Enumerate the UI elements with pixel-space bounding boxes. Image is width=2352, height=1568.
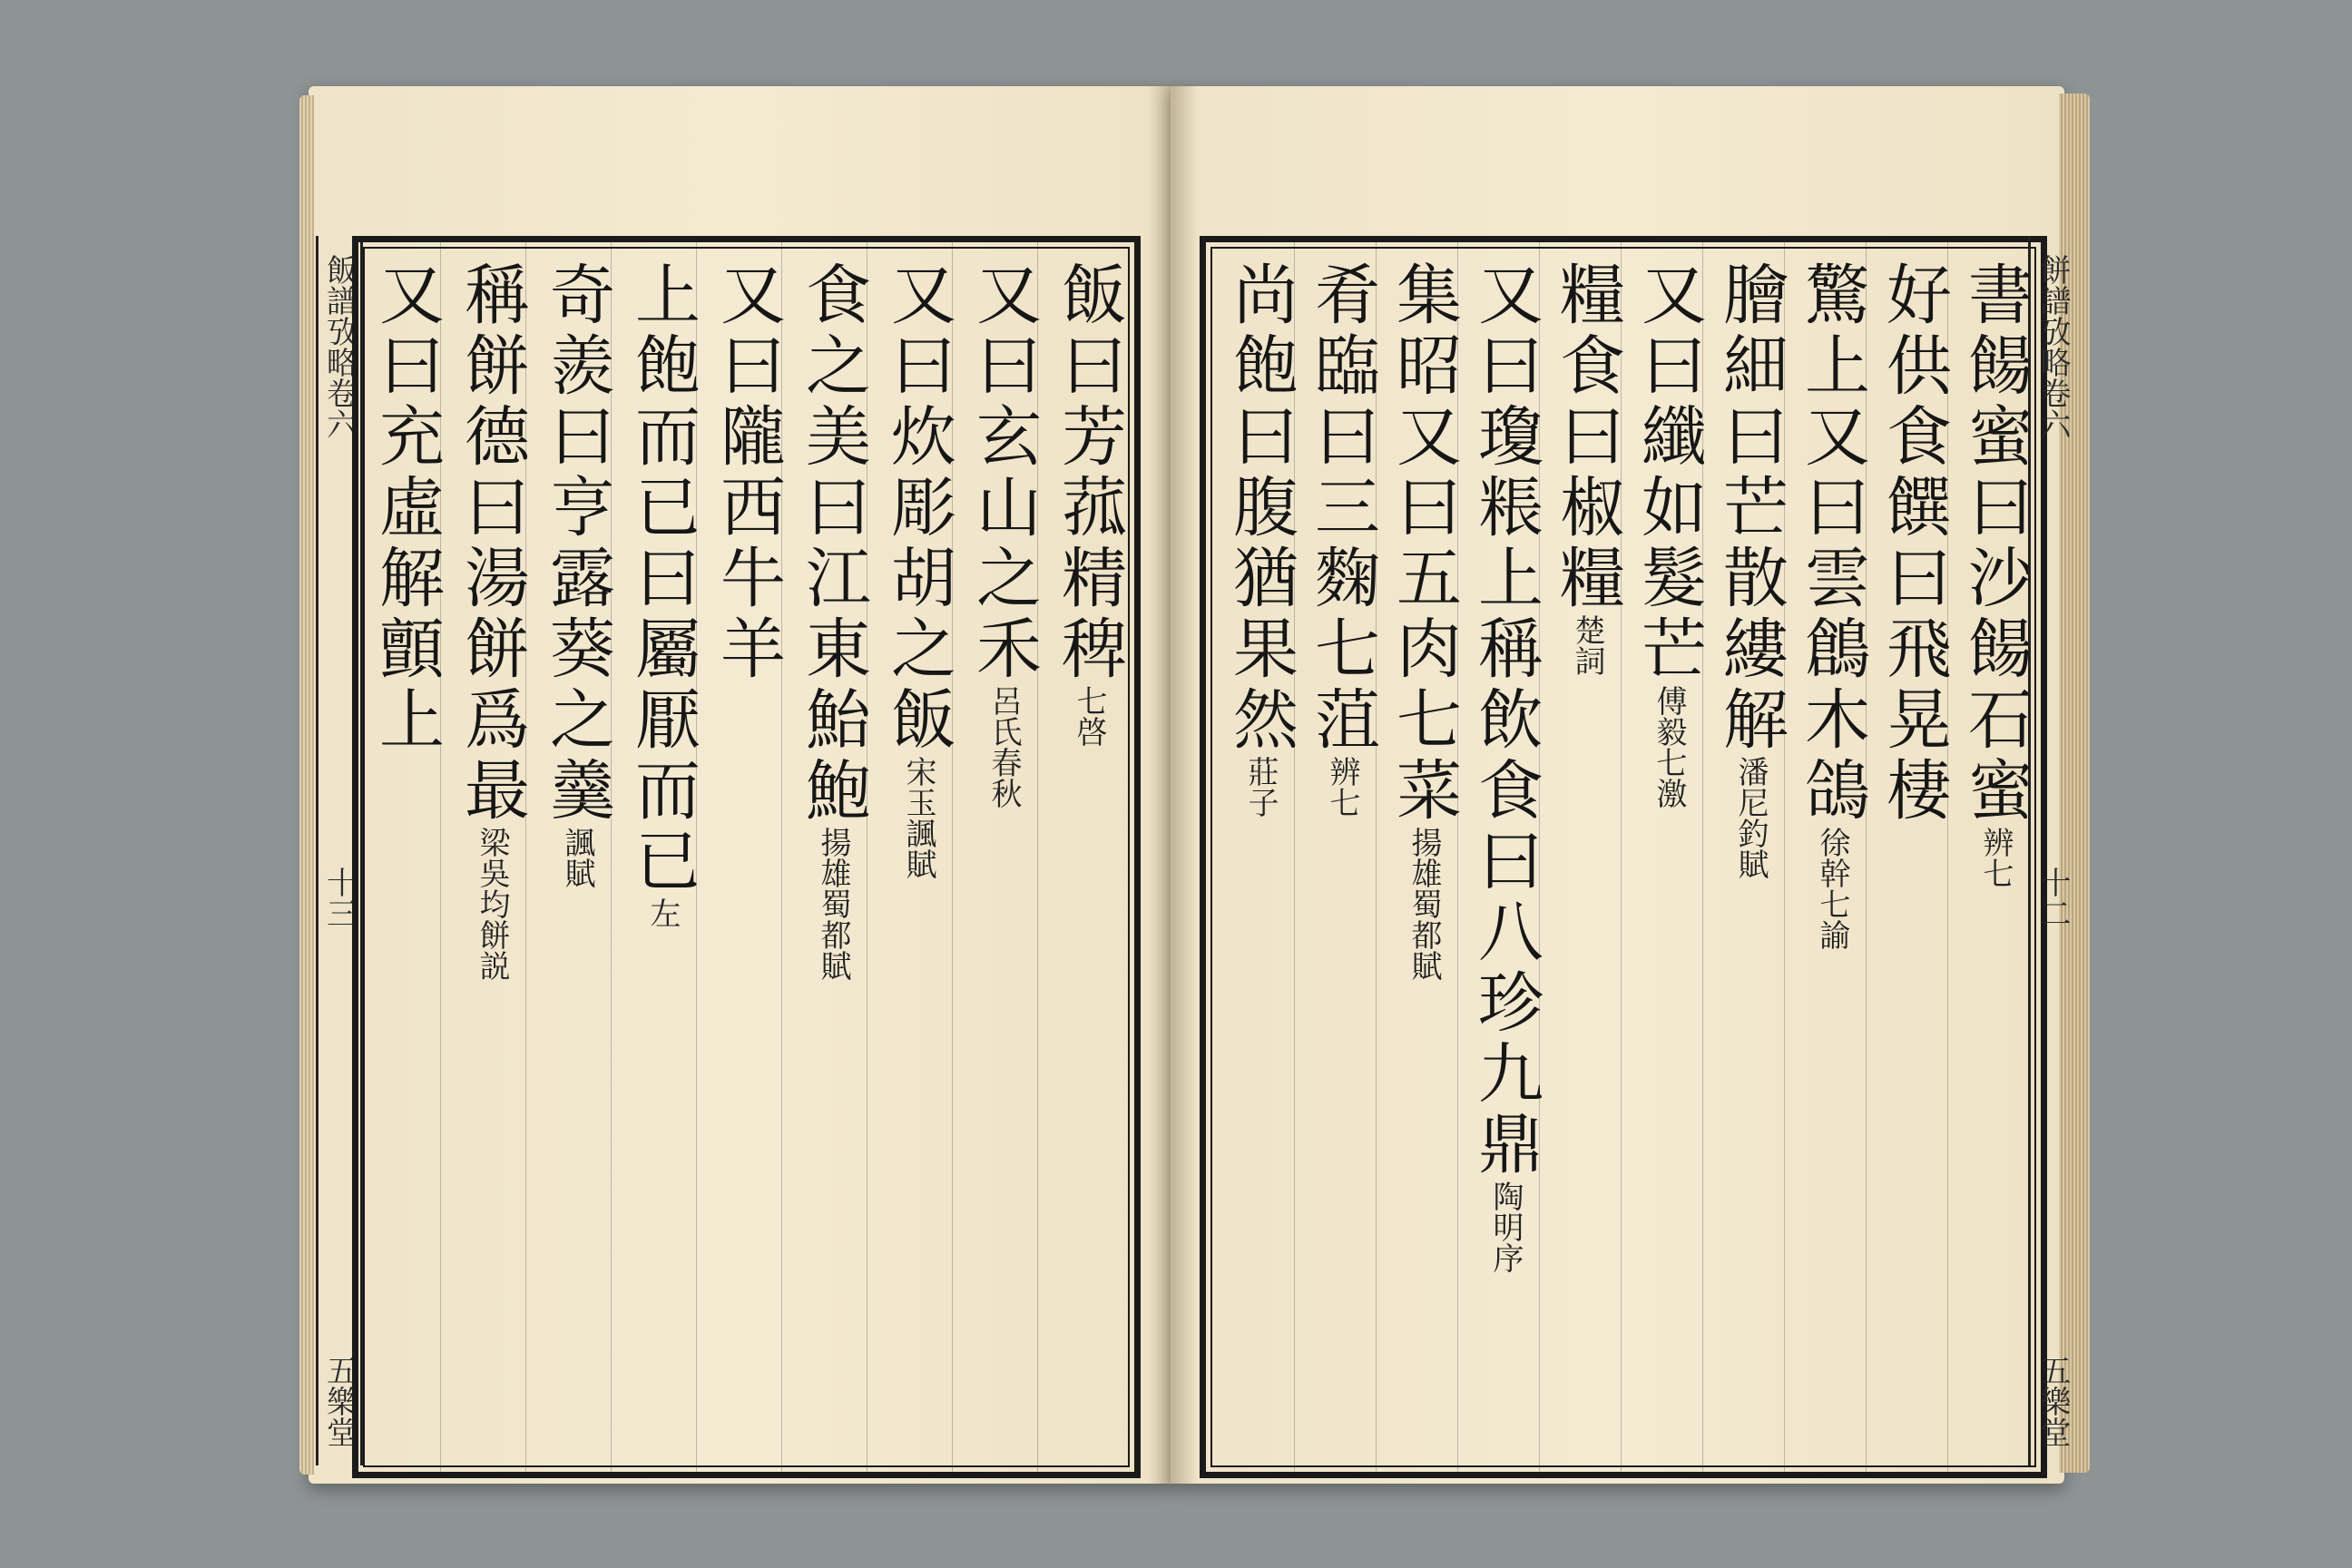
- right-strip-publisher: 五樂堂: [2034, 1355, 2071, 1447]
- left-page-frame: [352, 236, 1141, 1478]
- left-page-column-text: 又曰隴西牛羊: [710, 260, 786, 685]
- right-page-column-rule: [1702, 242, 1703, 1472]
- left-page-column-text: 又曰玄山之禾: [965, 260, 1042, 685]
- right-page-column-rule: [1376, 242, 1377, 1472]
- left-page-column-rule: [1037, 242, 1038, 1472]
- left-page-column-text: 上飽而已曰屬厭而已: [624, 260, 701, 897]
- right-page-column-text: 膾細曰芒散縷解: [1712, 260, 1788, 756]
- left-strip-publisher: 五樂堂: [320, 1355, 358, 1447]
- right-page-column: [1297, 260, 1380, 818]
- right-page-column-rule: [1457, 242, 1458, 1472]
- left-page-column-note: 梁吳均餅説: [474, 827, 510, 981]
- right-page-column-rule: [1866, 242, 1867, 1472]
- book-gutter: [1148, 86, 1198, 1484]
- right-page-column-rule: [1539, 242, 1540, 1472]
- left-page-column: [1040, 260, 1127, 747]
- right-page-column-rule: [1947, 242, 1948, 1472]
- right-page: [1171, 86, 2071, 1484]
- left-page-column-text: 奇羨曰亨露葵之羹: [539, 260, 615, 827]
- right-page-column-note: 潘尼釣賦: [1732, 756, 1769, 879]
- left-page-column-note: 左: [644, 897, 681, 928]
- right-page-column-note: 楚詞: [1569, 614, 1605, 676]
- left-page-column-rule: [525, 242, 526, 1472]
- right-strip-title: 餅譜攷略卷六: [2034, 254, 2071, 439]
- right-page-column: [1868, 260, 1952, 827]
- left-page-edge: [299, 95, 314, 1475]
- left-page-column-rule: [611, 242, 612, 1472]
- right-page-frame: [1200, 236, 2047, 1478]
- left-page-column-rule: [696, 242, 697, 1472]
- right-page-column-text: 肴臨曰三麴七菹: [1304, 260, 1380, 756]
- right-page-column-note: 揚雄蜀都賦: [1406, 827, 1442, 981]
- right-page-column-rule: [1784, 242, 1785, 1472]
- right-page-center-strip: [2028, 236, 2075, 1465]
- left-page-column: [528, 260, 615, 888]
- left-page-column-text: 飯曰芳菰精稗: [1051, 260, 1127, 685]
- right-page-column-text: 書餳蜜曰沙餳石蜜: [1957, 260, 2034, 827]
- right-page-column-note: 陶明序: [1487, 1181, 1524, 1273]
- left-page-column-rule: [952, 242, 953, 1472]
- left-page-column: [869, 260, 956, 879]
- left-strip-leaf: 十三: [320, 866, 358, 928]
- right-strip-leaf: 十二: [2034, 866, 2071, 928]
- right-page-column-text: 尚飽曰腹猶果然: [1222, 260, 1298, 756]
- left-page-column-note: 宋玉諷賦: [900, 756, 936, 879]
- right-page-column-note: 徐幹七諭: [1814, 827, 1850, 950]
- left-page: [309, 86, 1171, 1484]
- right-page-column-note: 辨七: [1977, 827, 2014, 888]
- left-page-column-text: 又曰炊彫胡之飯: [880, 260, 956, 756]
- left-page-column: [443, 260, 530, 981]
- right-page-column-rule: [1621, 242, 1622, 1472]
- right-page-column-text: 好供食饌曰飛晃棲: [1876, 260, 1952, 827]
- right-page-column: [1705, 260, 1788, 879]
- right-page-column-text: 又曰纖如髮芒: [1631, 260, 1707, 685]
- left-strip-title: 飯譜攷略卷六: [320, 254, 358, 439]
- right-page-column-text: 集昭又曰五肉七菜: [1386, 260, 1462, 827]
- left-page-column: [613, 260, 701, 928]
- left-page-column-text: 食之美曰江東鮐鮑: [795, 260, 871, 827]
- right-page-column: [1542, 260, 1625, 676]
- right-page-column-rule: [1294, 242, 1295, 1472]
- left-page-column-note: 呂氏春秋: [985, 685, 1022, 808]
- left-page-column-rule: [781, 242, 782, 1472]
- left-page-column-note: 揚雄蜀都賦: [815, 827, 851, 981]
- left-page-column: [699, 260, 786, 685]
- left-page-column: [784, 260, 871, 981]
- open-book: [309, 86, 2071, 1484]
- left-page-column-text: 稱餅德曰湯餅爲最: [454, 260, 530, 827]
- left-page-column-note: 諷賦: [559, 827, 595, 888]
- left-page-column: [955, 260, 1042, 808]
- left-page-column-note: 七啓: [1071, 685, 1107, 747]
- left-page-column-rule: [440, 242, 441, 1472]
- right-page-column-note: 辨七: [1324, 756, 1360, 818]
- right-page-column: [1460, 260, 1544, 1273]
- left-page-column-text: 又曰充虛解顫上: [368, 260, 445, 756]
- right-page-column-text: 糧食曰椒糧: [1549, 260, 1625, 614]
- right-page-column: [1950, 260, 2034, 888]
- left-page-column: [358, 260, 445, 756]
- right-page-column-note: 莊子: [1242, 756, 1279, 818]
- right-page-column: [1623, 260, 1707, 808]
- right-page-column: [1787, 260, 1870, 950]
- right-page-column: [1378, 260, 1462, 981]
- right-page-column-text: 驚上又曰雲鶬木鴿: [1794, 260, 1870, 827]
- right-page-column: [1215, 260, 1298, 818]
- right-page-column-text: 又曰瓊粻上稱飲食曰八珍九鼎: [1467, 260, 1544, 1181]
- right-page-column-note: 傅毅七激: [1651, 685, 1687, 808]
